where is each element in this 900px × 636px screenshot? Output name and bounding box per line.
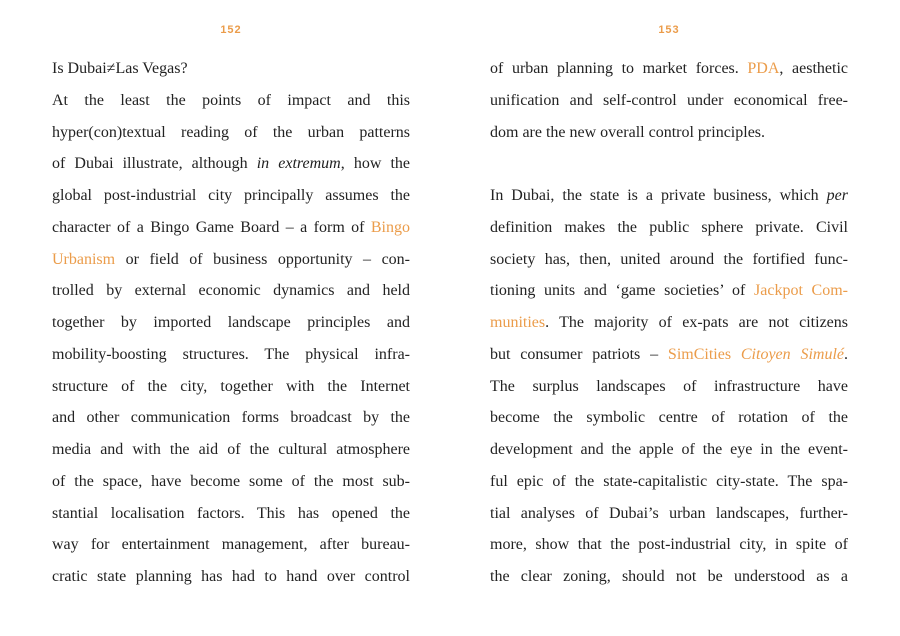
text-segment: and other communication forms broadcast by the <box>52 409 410 427</box>
body-text <box>490 53 848 593</box>
page-left <box>52 0 410 636</box>
text-segment: the clear zoning, should not be understood as a <box>490 568 848 585</box>
text-segment: character of a Bingo Game Board – a form of <box>52 218 371 236</box>
text-line <box>52 117 410 149</box>
text-line <box>490 466 848 498</box>
text-segment: At the least the points of impact and this <box>52 91 410 109</box>
text-segment: cratic state planning has had to hand over control <box>52 568 410 585</box>
text-line <box>490 339 848 371</box>
section-heading: Is Dubai≠Las Vegas? <box>52 60 188 77</box>
text-line <box>52 85 410 117</box>
page-right <box>490 0 848 636</box>
text-segment: tial analyses of Dubai’s urban landscapes, further- <box>490 504 848 522</box>
text-segment: of urban planning to market forces. <box>490 60 748 77</box>
highlight-italic-term: Citoyen Simulé <box>740 345 845 363</box>
text-segment: , how the <box>340 155 410 173</box>
text-segment: media and with the aid of the cultural atmosphere <box>52 441 410 458</box>
highlight-term: munities <box>490 314 546 331</box>
text-line <box>52 307 410 339</box>
text-segment: In Dubai, the state is a private business, which <box>490 187 827 204</box>
text-segment: or field of business opportunity – con- <box>115 250 410 268</box>
text-line <box>490 53 848 85</box>
text-segment: together by imported landscape principles and <box>52 314 410 331</box>
text-line <box>52 561 410 593</box>
text-line <box>490 402 848 434</box>
text-segment: unification and self-control under economical free- <box>490 91 848 109</box>
text-line <box>490 529 848 561</box>
text-line <box>52 402 410 434</box>
body-text <box>52 53 410 593</box>
text-line <box>490 434 848 466</box>
text-segment: definition makes the public sphere private. Civil <box>490 218 848 236</box>
text-line <box>52 212 410 244</box>
text-line <box>52 529 410 561</box>
text-segment: development and the apple of the eye in the event- <box>490 441 848 458</box>
text-segment: hyper(con)textual reading of the urban patterns <box>52 123 410 141</box>
text-line <box>52 148 410 180</box>
text-segment: trolled by external economic dynamics and held <box>52 282 410 300</box>
text-line <box>490 275 848 307</box>
paragraph-break <box>490 148 848 180</box>
highlight-term: Jackpot Com- <box>754 282 848 300</box>
text-line <box>490 244 848 276</box>
text-segment: global post-industrial city principally assumes the <box>52 187 410 204</box>
text-line <box>52 434 410 466</box>
highlight-term: PDA <box>747 60 780 77</box>
italic-term: per <box>826 187 848 204</box>
text-segment: more, show that the post-industrial city, in spite of <box>490 536 848 554</box>
text-line <box>490 371 848 403</box>
highlight-term: Bingo <box>370 218 410 236</box>
highlight-term: Urbanism <box>52 250 116 268</box>
text-segment: society has, then, united around the fortified func- <box>490 250 848 268</box>
text-line <box>490 117 848 149</box>
text-segment: . The majority of ex-pats are not citizens <box>545 314 848 331</box>
text-line <box>52 180 410 212</box>
text-segment: become the symbolic centre of rotation of the <box>490 409 848 427</box>
text-segment: ful epic of the state-capitalistic city-state. The spa- <box>490 472 848 490</box>
text-line <box>490 498 848 530</box>
text-segment: but consumer patriots – <box>490 345 668 363</box>
text-line <box>490 85 848 117</box>
text-line <box>52 498 410 530</box>
text-segment: of Dubai illustrate, although <box>52 155 257 173</box>
text-line <box>490 212 848 244</box>
text-line <box>490 180 848 212</box>
text-line <box>52 371 410 403</box>
text-line <box>490 307 848 339</box>
text-segment: , aesthetic <box>779 60 848 77</box>
highlight-term: SimCities <box>667 345 741 363</box>
text-segment: stantial localisation factors. This has opened the <box>52 504 410 522</box>
text-segment: mobility-boosting structures. The physical infra- <box>52 345 410 363</box>
text-line <box>52 244 410 276</box>
page-number: 152 <box>220 24 242 36</box>
text-segment: of the space, have become some of the most sub- <box>52 472 410 490</box>
text-segment: structure of the city, together with the Internet <box>52 377 410 395</box>
page-number: 153 <box>658 24 680 36</box>
text-segment: way for entertainment management, after bureau- <box>52 536 410 554</box>
text-segment: . <box>844 345 848 363</box>
text-line <box>52 339 410 371</box>
text-segment: dom are the new overall control principles. <box>490 123 766 141</box>
text-line <box>52 275 410 307</box>
text-line <box>490 561 848 593</box>
italic-term: in extremum <box>256 155 341 173</box>
text-segment: The surplus landscapes of infrastructure have <box>490 377 848 395</box>
text-segment: tioning units and ‘game societies’ of <box>490 282 755 300</box>
text-line <box>52 466 410 498</box>
